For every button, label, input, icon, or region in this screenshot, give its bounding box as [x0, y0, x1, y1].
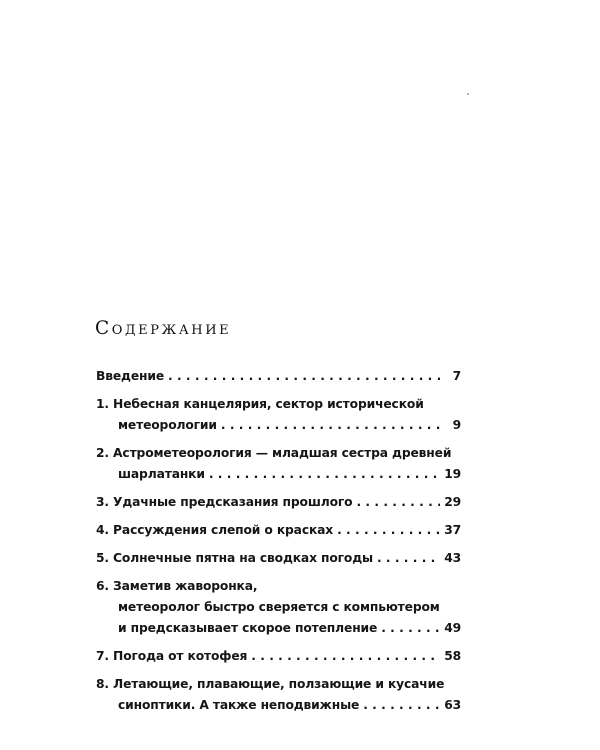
toc-entry [96, 548, 461, 569]
dot-leader [251, 646, 440, 667]
toc-entry-title: Введение [96, 369, 165, 383]
toc-entry-title: 5. Солнечные пятна на сводках погоды [96, 551, 373, 565]
toc-entry-line [96, 464, 461, 485]
toc-entry-title: 1. Небесная канцелярия, сектор исторической [96, 397, 424, 411]
toc-heading: Содержание [95, 318, 232, 339]
toc-page-number: 29 [444, 495, 461, 509]
toc-entry-line [96, 576, 461, 597]
toc-entry-line [96, 492, 461, 513]
toc-page-number: 9 [452, 418, 461, 432]
toc-entry-title-continued: синоптики. А также неподвижные [118, 698, 360, 712]
toc-entry-line [96, 674, 461, 695]
toc-page-number: 7 [452, 369, 461, 383]
toc-entry [96, 394, 461, 436]
toc-entry-title-continued: метеорологии [118, 418, 217, 432]
dot-leader [337, 520, 440, 541]
toc-page-number: 19 [444, 467, 461, 481]
dot-leader [356, 492, 440, 513]
toc-page-number: 58 [444, 649, 461, 663]
toc-page-number: 49 [444, 621, 461, 635]
toc-entry-title: 8. Летающие, плавающие, ползающие и кусачие [96, 677, 445, 691]
toc-entry-title: 7. Погода от котофея [96, 649, 248, 663]
toc-page-number: 43 [444, 551, 461, 565]
dot-leader [209, 464, 440, 485]
toc-entry-line [96, 520, 461, 541]
toc-entry-line [96, 548, 461, 569]
toc-entry-line [96, 646, 461, 667]
table-of-contents [96, 366, 461, 716]
toc-entry [96, 646, 461, 667]
toc-entry [96, 366, 461, 387]
dot-leader [377, 548, 440, 569]
toc-entry [96, 576, 461, 639]
paper-speck [467, 93, 469, 95]
toc-page-number: 63 [444, 698, 461, 712]
toc-entry-line [96, 597, 461, 618]
toc-entry-title: 4. Рассуждения слепой о красках [96, 523, 334, 537]
toc-entry-line [96, 394, 461, 415]
toc-entry [96, 520, 461, 541]
toc-entry-line [96, 695, 461, 716]
toc-entry-line [96, 618, 461, 639]
toc-entry-title-continued: метеоролог быстро сверяется с компьютером [118, 600, 440, 614]
toc-page-number: 37 [444, 523, 461, 537]
toc-entry-title-continued: и предсказывает скорое потепление [118, 621, 378, 635]
toc-entry [96, 674, 461, 716]
dot-leader [381, 618, 440, 639]
toc-entry-title-continued: шарлатанки [118, 467, 205, 481]
toc-entry-title: 3. Удачные предсказания прошлого [96, 495, 353, 509]
toc-entry [96, 443, 461, 485]
dot-leader [363, 695, 440, 716]
dot-leader [221, 415, 440, 436]
toc-entry-title: 2. Астрометеорология — младшая сестра древней [96, 446, 452, 460]
toc-entry-line [96, 443, 461, 464]
toc-entry [96, 492, 461, 513]
dot-leader [168, 366, 440, 387]
toc-entry-title: 6. Заметив жаворонка, [96, 579, 258, 593]
toc-entry-line [96, 366, 461, 387]
toc-entry-line [96, 415, 461, 436]
